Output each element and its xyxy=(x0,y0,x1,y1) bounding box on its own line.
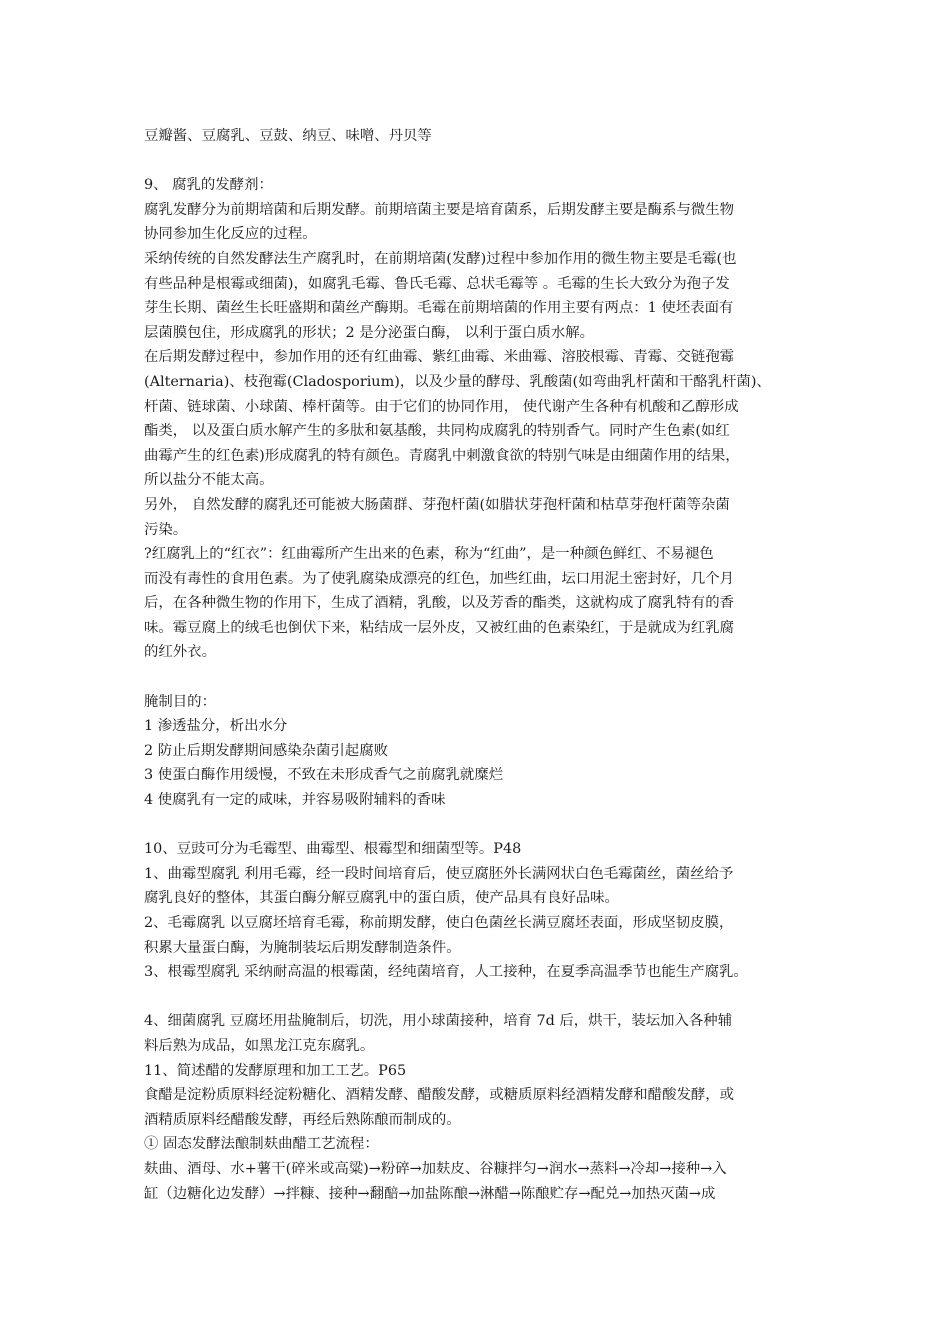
section-heading: 10、豆豉可分为毛霉型、曲霉型、根霉型和细菌型等。P48 xyxy=(144,841,522,858)
section-heading: 11、简述醋的发酵原理和加工工艺。P65 xyxy=(144,1062,407,1079)
section-heading: 9、 腐乳的发酵剂： xyxy=(144,177,273,194)
text-line: 腐乳良好的整体，其蛋白酶分解豆腐乳中的蛋白质，使产品具有良好品味。 xyxy=(144,890,619,907)
section-heading: 腌制目的： xyxy=(144,693,216,710)
text-line: 杆菌、链球菌、小球菌、棒杆菌等。由于它们的协同作用， 使代谢产生各种有机酸和乙醇形成 xyxy=(144,398,739,415)
text-line: 缸（边糖化边发酵）→拌糠、接种→翻醅→加盐陈酿→淋醋→陈酿贮存→配兑→加热灭菌→成 xyxy=(144,1185,716,1202)
text-line: 味。霉豆腐上的绒毛也倒伏下来，粘结成一层外皮，又被红曲的色素染红，于是就成为红乳腐 xyxy=(144,619,735,636)
text-line: 在后期发酵过程中，参加作用的还有红曲霉、紫红曲霉、米曲霉、溶胶根霉、青霉、交链孢霉 xyxy=(144,349,735,366)
list-item: 2 防止后期发酵期间感染杂菌引起腐败 xyxy=(144,742,388,759)
list-item: 4 使腐乳有一定的咸味，并容易吸附辅料的香味 xyxy=(144,792,446,809)
text-line: 芽生长期、菌丝生长旺盛期和菌丝产酶期。毛霉在前期培菌的作用主要有两点：1 使坯表面有 xyxy=(144,300,734,317)
list-item: 1 渗透盐分，析出水分 xyxy=(144,718,288,735)
text-line: 的红外衣。 xyxy=(144,644,216,661)
text-line: ① 固态发酵法酿制麸曲醋工艺流程： xyxy=(144,1136,379,1153)
text-line: 2、毛霉腐乳 以豆腐坯培育毛霉，称前期发酵，使白色菌丝长满豆腐坯表面，形成坚韧皮膜， xyxy=(144,915,734,931)
text-line: 污染。 xyxy=(144,521,188,538)
text-line: 1、曲霉型腐乳 利用毛霉，经一段时间培育后，使豆腐胚外长满网状白色毛霉菌丝，菌丝给予 xyxy=(144,865,734,882)
text-line: 有些品种是根霉或细菌)，如腐乳毛霉、鲁氏毛霉、总状毛霉等 。毛霉的生长大致分为孢子发 xyxy=(144,275,730,292)
text-line: 料后熟为成品，如黑龙江克东腐乳。 xyxy=(144,1037,375,1054)
text-line: 层菌膜包住，形成腐乳的形状；2 是分泌蛋白酶， 以利于蛋白质水解。 xyxy=(144,324,595,341)
blank-line xyxy=(144,813,816,838)
blank-line xyxy=(144,149,816,174)
text-line: 采纳传统的自然发酵法生产腐乳时，在前期培菌(发酵)过程中参加作用的微生物主要是毛霉(也 xyxy=(144,250,737,267)
document-page xyxy=(144,124,816,1206)
text-line: 酒精质原料经醋酸发酵，再经后熟陈酿而制成的。 xyxy=(144,1111,461,1128)
text-line: ?红腐乳上的“红衣”：红曲霉所产生出来的色素，称为“红曲”，是一种颜色鲜红、不易褪色 xyxy=(144,546,714,563)
text-line: (Alternaria)、枝孢霉(Cladosporium)，以及少量的酵母、乳酸菌(如弯曲乳杆菌和干酪乳杆菌)、 xyxy=(144,373,771,390)
text-line: 豆瓣酱、豆腐乳、豆鼓、纳豆、味噌、丹贝等 xyxy=(144,128,432,144)
text-line: 食醋是淀粉质原料经淀粉糖化、酒精发酵、醋酸发酵，或糖质原料经酒精发酵和醋酸发酵，或 xyxy=(144,1087,735,1104)
text-line: 积累大量蛋白酶，为腌制装坛后期发酵制造条件。 xyxy=(144,939,461,956)
text-line: 另外， 自然发酵的腐乳还可能被大肠菌群、芽孢杆菌(如腊状芽孢杆菌和枯草芽孢杆菌等杂菌 xyxy=(144,496,730,513)
text-line: 协同参加生化反应的过程。 xyxy=(144,226,317,243)
text-line: 曲霉产生的红色素)形成腐乳的特有颜色。青腐乳中刺激食欲的特别气味是由细菌作用的结果， xyxy=(144,447,740,464)
list-item: 3 使蛋白酶作用缓慢，不致在未形成香气之前腐乳就糜烂 xyxy=(144,767,504,784)
blank-line xyxy=(144,665,816,690)
blank-line xyxy=(144,985,816,1010)
text-line: 所以盐分不能太高。 xyxy=(144,472,274,489)
text-line: 3、根霉型腐乳 采纳耐高温的根霉菌，经纯菌培育，人工接种，在夏季高温季节也能生产腐乳。 xyxy=(144,964,748,981)
text-line: 4、细菌腐乳 豆腐坯用盐腌制后，切洗，用小球菌接种，培育 7d 后，烘干，装坛加入各种辅 xyxy=(144,1013,733,1030)
text-line: 麸曲、酒母、水+薯干(碎米或高粱)→粉碎→加麸皮、谷糠拌匀→润水→蒸料→冷却→接种→入 xyxy=(144,1160,727,1177)
text-line: 而没有毒性的食用色素。为了使乳腐染成漂亮的红色，加些红曲，坛口用泥土密封好，几个月 xyxy=(144,570,735,587)
text-line: 酯类， 以及蛋白质水解产生的多肽和氨基酸，共同构成腐乳的特别香气。同时产生色素(如红 xyxy=(144,423,730,440)
text-line: 腐乳发酵分为前期培菌和后期发酵。前期培菌主要是培育菌系，后期发酵主要是酶系与微生物 xyxy=(144,201,735,218)
text-line: 后，在各种微生物的作用下，生成了酒精，乳酸，以及芳香的酯类，这就构成了腐乳特有的香 xyxy=(144,595,735,612)
